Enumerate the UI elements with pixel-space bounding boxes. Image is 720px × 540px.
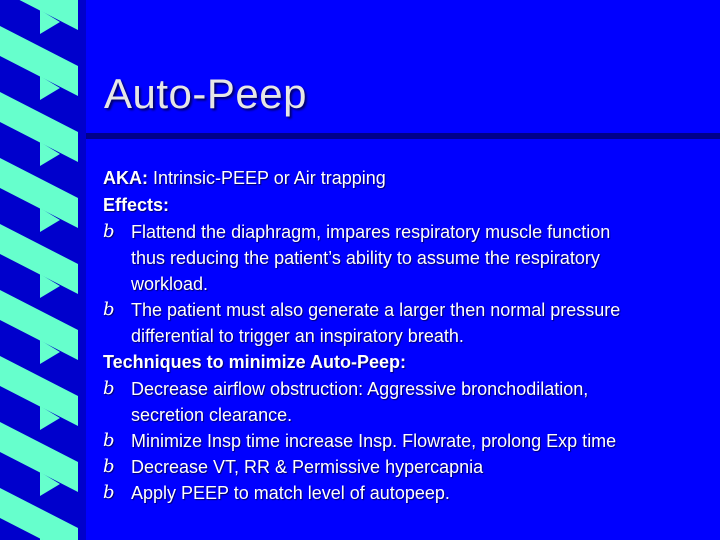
slide-title: Auto-Peep: [104, 70, 307, 117]
title-underline: [86, 133, 720, 139]
zigzag-band: [0, 488, 78, 540]
zigzag-band: [0, 26, 78, 96]
bullet-text: Apply PEEP to match level of autopeep.: [131, 483, 450, 503]
effects-heading: Effects:: [103, 195, 170, 215]
zigzag-band: [0, 290, 78, 360]
bullet-icon: b: [103, 221, 115, 242]
bullet-item: [103, 428, 703, 454]
bullet-item: [103, 376, 703, 428]
zigzag-band: [0, 158, 78, 228]
bullet-icon: b: [103, 378, 115, 399]
bullet-item: [103, 219, 703, 297]
bullet-text: Decrease VT, RR & Permissive hypercapnia: [131, 457, 484, 477]
zigzag-band: [0, 92, 78, 162]
bullet-item: [103, 480, 703, 506]
bullet-icon: b: [103, 299, 115, 320]
bullet-icon: b: [103, 430, 115, 451]
techniques-heading: Techniques to minimize Auto-Peep:: [103, 352, 407, 372]
aka-line: [103, 165, 703, 192]
slide-body: [103, 165, 703, 506]
bullet-text: Flattend the diaphragm, impares respiratory muscle function thus reducing the patient’s ability to assume the respiratory workload.: [131, 222, 611, 294]
zigzag-band: [0, 356, 78, 426]
zigzag-decoration: [0, 0, 86, 540]
bullet-text: Minimize Insp time increase Insp. Flowrate, prolong Exp time: [131, 431, 617, 451]
zigzag-band: [0, 0, 78, 30]
bullet-icon: b: [103, 482, 115, 503]
zigzag-band: [0, 224, 78, 294]
bullet-icon: b: [103, 456, 115, 477]
aka-text: Intrinsic-PEEP or Air trapping: [153, 168, 386, 188]
aka-label: AKA:: [103, 168, 148, 188]
bullet-item: [103, 454, 703, 480]
bullet-text: Decrease airflow obstruction: Aggressive bronchodilation, secretion clearance.: [131, 379, 589, 425]
bullet-item: [103, 297, 703, 349]
bullet-text: The patient must also generate a larger then normal pressure differential to trigger an inspiratory breath.: [131, 300, 621, 346]
zigzag-band: [0, 422, 78, 492]
